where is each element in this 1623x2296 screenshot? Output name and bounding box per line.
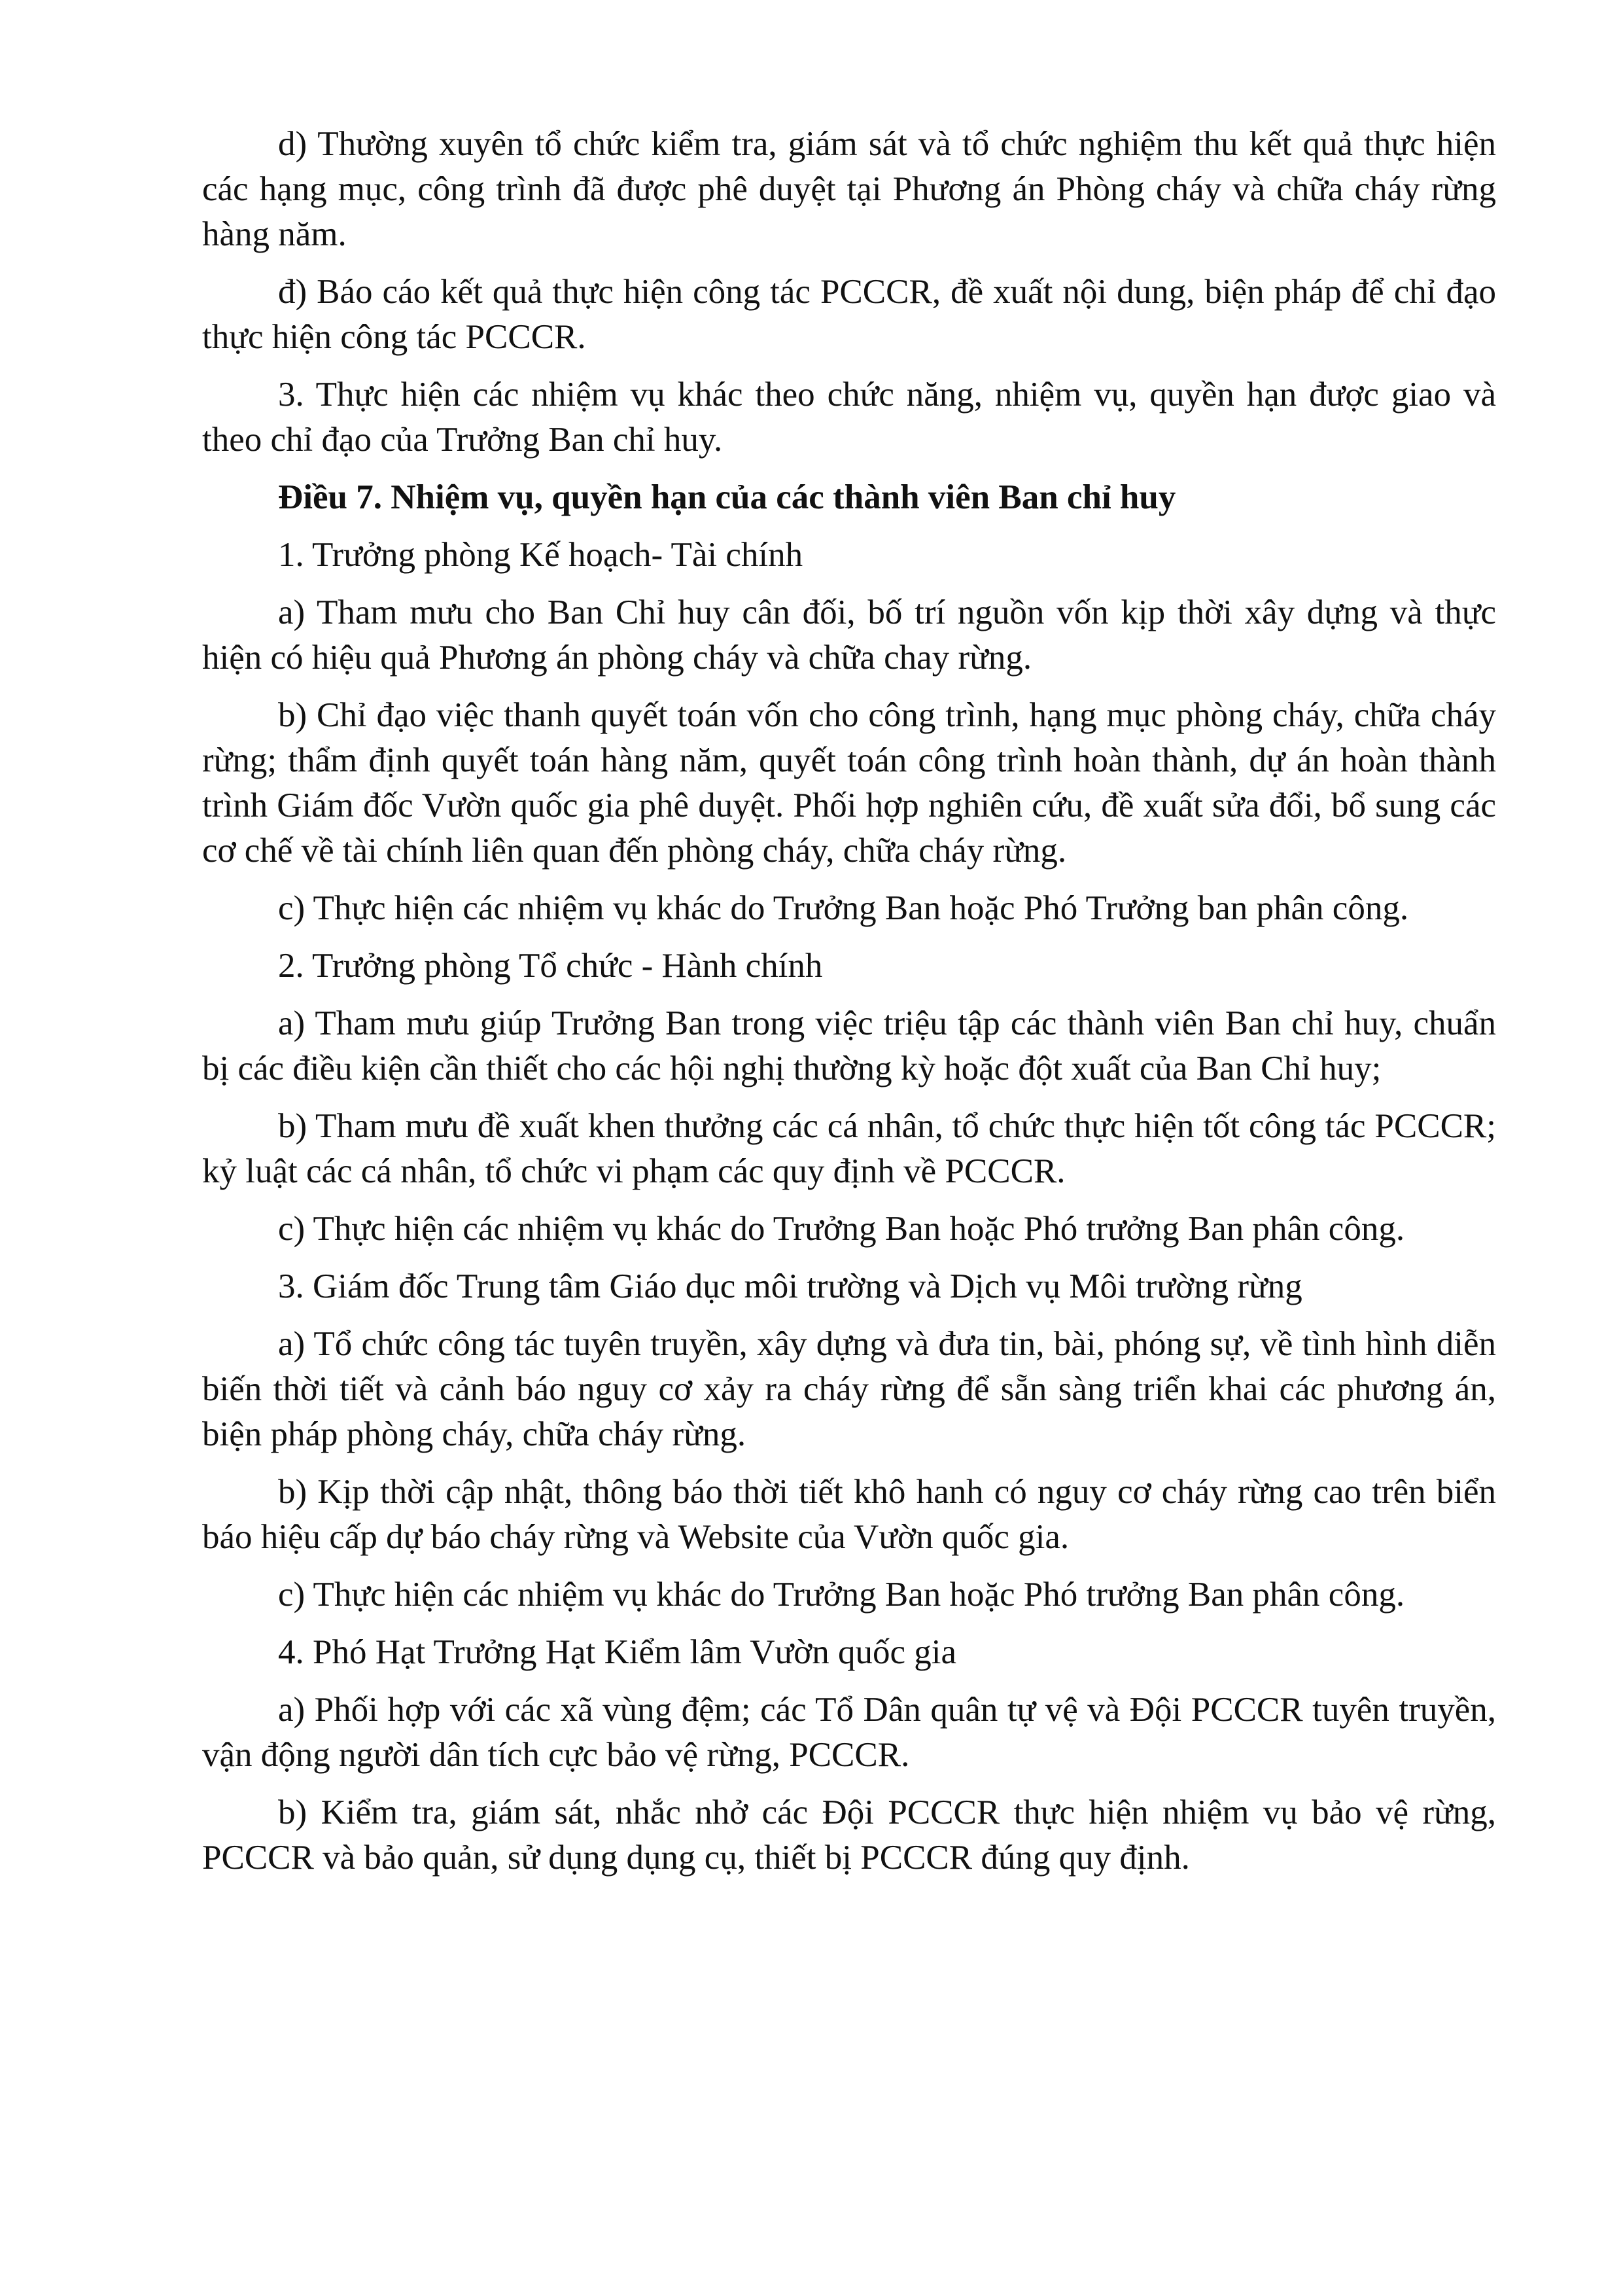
section-4-item-b: b) Kiểm tra, giám sát, nhắc nhở các Đội PCCCR thực hiện nhiệm vụ bảo vệ rừng, PCCCR và bảo quản, sử dụng dụng cụ, thiết bị PCCCR đúng quy định. bbox=[202, 1793, 1496, 1877]
document-page bbox=[202, 122, 1496, 1893]
section-1-item-a: a) Tham mưu cho Ban Chỉ huy cân đối, bố trí nguồn vốn kịp thời xây dựng và thực hiện có hiệu quả Phương án phòng cháy và chữa chay rừng. bbox=[202, 593, 1496, 677]
section-2-title: 2. Trưởng phòng Tổ chức - Hành chính bbox=[278, 947, 823, 985]
section-3-item-a: a) Tổ chức công tác tuyên truyền, xây dựng và đưa tin, bài, phóng sự, về tình hình diễn biến thời tiết và cảnh báo nguy cơ xảy ra cháy rừng để sẵn sàng triển khai các phương án, biện pháp phòng cháy, chữa cháy rừng. bbox=[202, 1325, 1496, 1453]
section-2-item-a: a) Tham mưu giúp Trưởng Ban trong việc triệu tập các thành viên Ban chỉ huy, chuẩn bị các điều kiện cần thiết cho các hội nghị thường kỳ hoặc đột xuất của Ban Chỉ huy; bbox=[202, 1004, 1496, 1087]
paragraph-3-other-tasks: 3. Thực hiện các nhiệm vụ khác theo chức năng, nhiệm vụ, quyền hạn được giao và theo chỉ đạo của Trưởng Ban chỉ huy. bbox=[202, 376, 1496, 459]
section-1-item-c: c) Thực hiện các nhiệm vụ khác do Trưởng Ban hoặc Phó Trưởng ban phân công. bbox=[278, 889, 1409, 927]
section-1-item-b: b) Chỉ đạo việc thanh quyết toán vốn cho công trình, hạng mục phòng cháy, chữa cháy rừng; thẩm định quyết toán hàng năm, quyết toán công trình hoàn thành, dự án hoàn thành trình Giám đốc Vườn quốc gia phê duyệt. Phối hợp nghiên cứu, đề xuất sửa đổi, bổ sung các cơ chế về tài chính liên quan đến phòng cháy, chữa cháy rừng. bbox=[202, 696, 1496, 870]
section-3-title: 3. Giám đốc Trung tâm Giáo dục môi trường và Dịch vụ Môi trường rừng bbox=[278, 1267, 1302, 1305]
section-2-item-c: c) Thực hiện các nhiệm vụ khác do Trưởng Ban hoặc Phó trưởng Ban phân công. bbox=[278, 1210, 1405, 1248]
section-2-item-b: b) Tham mưu đề xuất khen thưởng các cá nhân, tổ chức thực hiện tốt công tác PCCCR; kỷ luật các cá nhân, tổ chức vi phạm các quy định về PCCCR. bbox=[202, 1107, 1496, 1190]
section-1-title: 1. Trưởng phòng Kế hoạch- Tài chính bbox=[278, 536, 803, 574]
section-3-item-b: b) Kịp thời cập nhật, thông báo thời tiết khô hanh có nguy cơ cháy rừng cao trên biển báo hiệu cấp dự báo cháy rừng và Website của Vườn quốc gia. bbox=[202, 1473, 1496, 1556]
section-4-title: 4. Phó Hạt Trưởng Hạt Kiểm lâm Vườn quốc gia bbox=[278, 1633, 957, 1671]
paragraph-dd-report: đ) Báo cáo kết quả thực hiện công tác PCCCR, đề xuất nội dung, biện pháp để chỉ đạo thực hiện công tác PCCCR. bbox=[202, 273, 1496, 356]
section-3-item-c: c) Thực hiện các nhiệm vụ khác do Trưởng Ban hoặc Phó trưởng Ban phân công. bbox=[278, 1576, 1405, 1614]
section-4-item-a: a) Phối hợp với các xã vùng đệm; các Tổ Dân quân tự vệ và Đội PCCCR tuyên truyền, vận động người dân tích cực bảo vệ rừng, PCCCR. bbox=[202, 1691, 1496, 1774]
paragraph-d-inspection: d) Thường xuyên tổ chức kiểm tra, giám sát và tổ chức nghiệm thu kết quả thực hiện các hạng mục, công trình đã được phê duyệt tại Phương án Phòng cháy và chữa cháy rừng hàng năm. bbox=[202, 125, 1496, 253]
article-7-heading: Điều 7. Nhiệm vụ, quyền hạn của các thành viên Ban chỉ huy bbox=[278, 478, 1176, 516]
